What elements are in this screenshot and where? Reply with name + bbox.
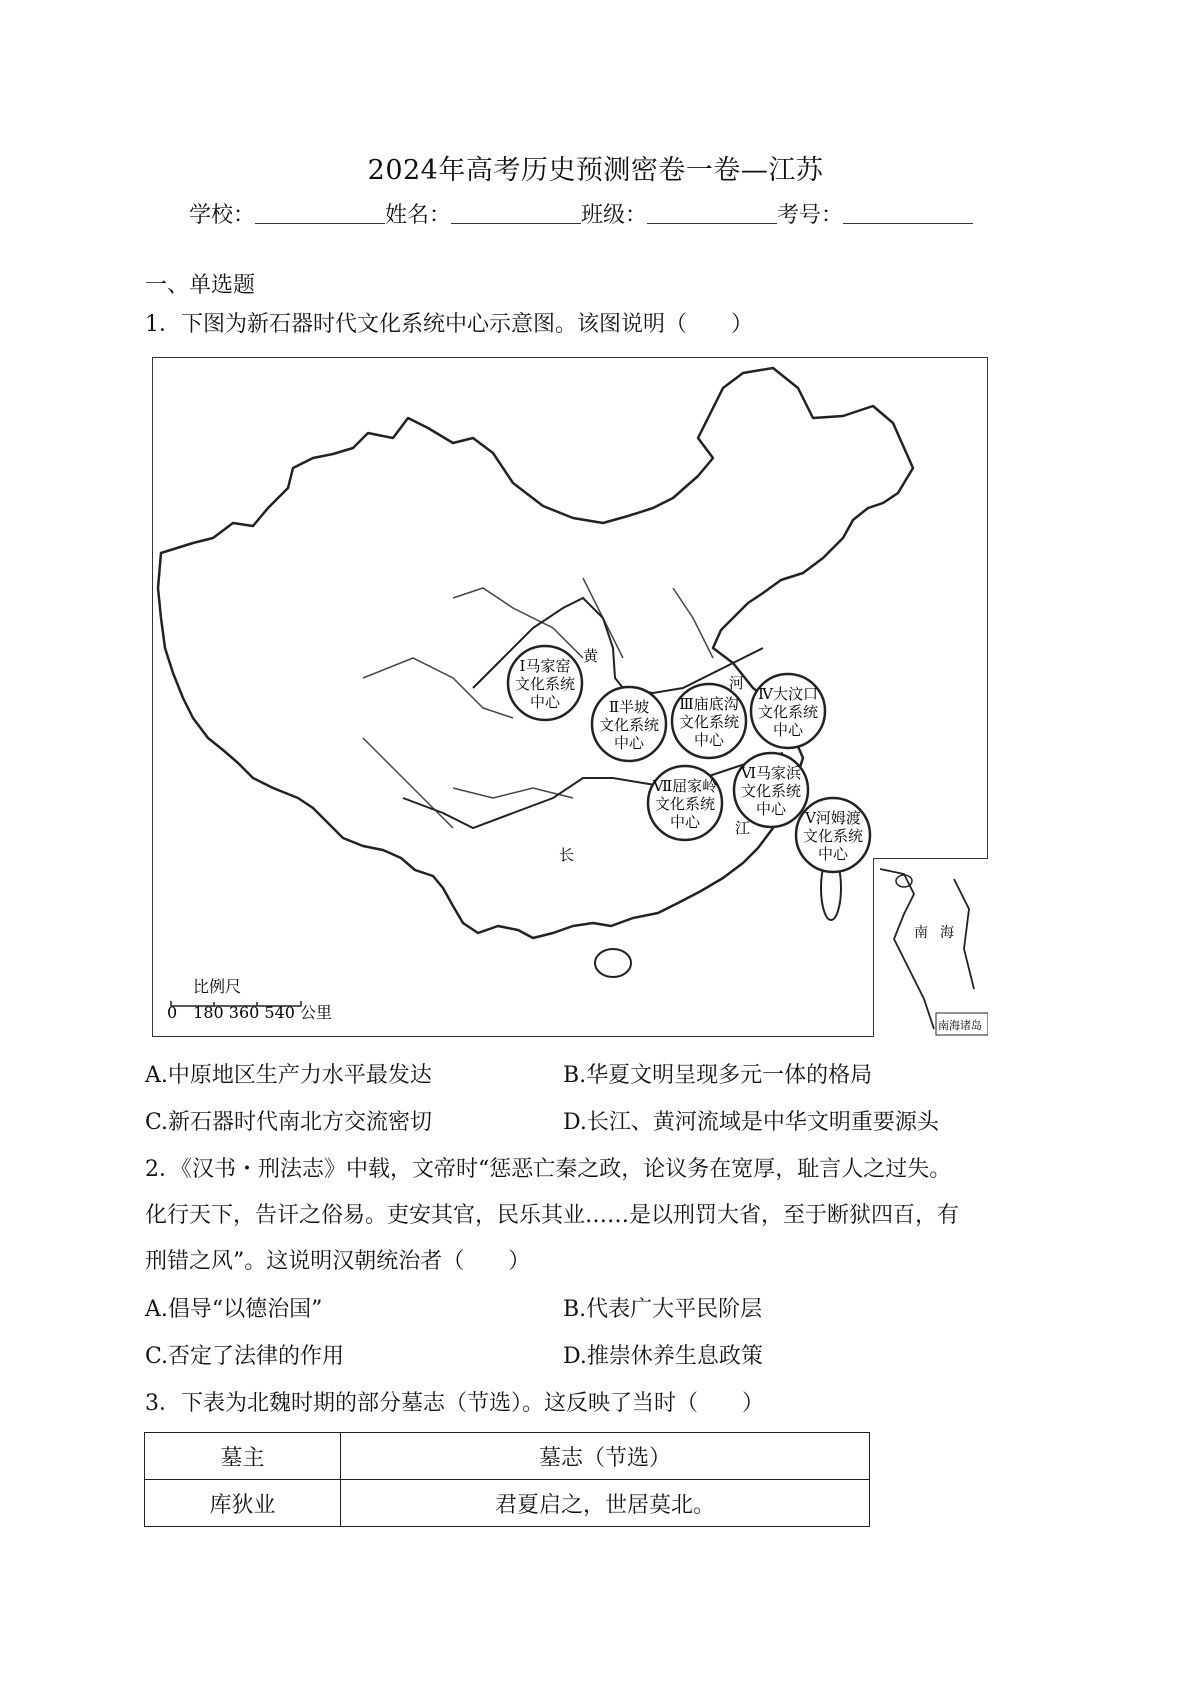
- table-row: [145, 1480, 870, 1527]
- name-label: 姓名：: [385, 203, 452, 228]
- inset-svg: [874, 859, 988, 1037]
- class-label: 班级：: [581, 203, 648, 228]
- q2-option-c[interactable]: C.否定了法律的作用: [145, 1344, 345, 1369]
- inset-sea-1: 南: [914, 925, 928, 941]
- center-1-line2: 文化系统: [514, 675, 576, 693]
- q2-stem-line1: 2．《汉书・刑法志》中载，文帝时“惩恶亡秦之政，论议务在宽厚，耻言人之过失。: [145, 1157, 952, 1182]
- q3-stem: 3．下表为北魏时期的部分墓志（节选）。这反映了当时（ ）: [145, 1391, 764, 1416]
- q3-epitaph-table: [144, 1432, 870, 1527]
- center-7-line2: 文化系统: [654, 795, 716, 813]
- river-label-jiang: 江: [735, 819, 751, 837]
- center-5-line2: 文化系统: [802, 827, 864, 845]
- culture-center-4: [751, 674, 825, 748]
- center-1-line3: 中心: [529, 693, 561, 711]
- center-5-line3: 中心: [817, 845, 849, 863]
- school-blank[interactable]: [255, 203, 385, 224]
- q2-option-b[interactable]: B.代表广大平民阶层: [563, 1297, 763, 1322]
- center-6-line2: 文化系统: [740, 782, 802, 800]
- culture-center-6: [734, 753, 808, 827]
- center-2-line2: 文化系统: [598, 716, 660, 734]
- river-label-huang: 黄: [583, 647, 599, 665]
- q1-stem: 1．下图为新石器时代文化系统中心示意图。该图说明（ ）: [145, 312, 753, 337]
- number-blank[interactable]: [843, 203, 973, 224]
- china-map-svg: [153, 358, 987, 1036]
- table-header-row: [145, 1433, 870, 1480]
- culture-center-2: [592, 687, 666, 761]
- scale-values: 0 180 360 540 公里: [167, 1003, 333, 1022]
- school-label: 学校：: [189, 203, 256, 228]
- center-4-line1: Ⅳ大汶口: [758, 685, 818, 703]
- culture-center-7: [648, 766, 722, 840]
- inset-islands-label: 南海诸岛: [938, 1019, 982, 1032]
- culture-center-3: [672, 684, 746, 758]
- center-5-line1: Ⅴ河姆渡: [805, 809, 861, 827]
- scale-title: 比例尺: [193, 977, 242, 996]
- table-header-cell: 墓志（节选）: [341, 1433, 870, 1480]
- q2-option-d[interactable]: D.推崇休养生息政策: [563, 1344, 763, 1369]
- culture-center-1: [508, 646, 582, 720]
- center-1-line1: Ⅰ马家窑: [519, 657, 571, 675]
- class-blank[interactable]: [647, 203, 777, 224]
- hainan-island: [595, 949, 631, 977]
- q1-option-a[interactable]: A.中原地区生产力水平最发达: [145, 1063, 432, 1088]
- center-6-line1: Ⅵ马家浜: [740, 764, 802, 782]
- q1-option-b[interactable]: B.华夏文明呈现多元一体的格局: [563, 1063, 873, 1088]
- table-cell: 君夏启之，世居莫北。: [341, 1480, 870, 1527]
- q1-option-d[interactable]: D.长江、黄河流域是中华文明重要源头: [563, 1110, 939, 1135]
- student-info-line: [189, 198, 973, 229]
- center-6-line3: 中心: [755, 800, 787, 818]
- center-2-line1: Ⅱ半坡: [608, 698, 650, 716]
- q2-option-a[interactable]: A.倡导“以德治国”: [145, 1297, 323, 1322]
- q1-option-c[interactable]: C.新石器时代南北方交流密切: [145, 1110, 433, 1135]
- river-label-chang: 长: [559, 846, 575, 864]
- number-label: 考号：: [777, 203, 844, 228]
- center-3-line1: Ⅲ庙底沟: [679, 695, 739, 713]
- river-label-he: 河: [729, 674, 745, 692]
- center-4-line2: 文化系统: [757, 703, 819, 721]
- center-7-line3: 中心: [669, 813, 701, 831]
- q2-stem-line2: 化行天下，告讦之俗易。吏安其官，民乐其业……是以刑罚大省，至于断狱四百，有: [145, 1203, 960, 1228]
- center-4-line3: 中心: [772, 721, 804, 739]
- name-blank[interactable]: [451, 203, 581, 224]
- q2-stem-line3: 刑错之风”。这说明汉朝统治者（ ）: [145, 1249, 531, 1274]
- section-heading: 一、单选题: [145, 273, 256, 298]
- inset-sea-2: 海: [940, 925, 954, 941]
- center-3-line2: 文化系统: [678, 713, 740, 731]
- south-china-sea-inset: [873, 858, 988, 1037]
- center-3-line3: 中心: [693, 731, 725, 749]
- neolithic-culture-map: [152, 357, 988, 1037]
- center-7-line1: Ⅶ屈家岭: [652, 777, 718, 795]
- table-cell: 库狄业: [145, 1480, 341, 1527]
- table-header-cell: 墓主: [145, 1433, 341, 1480]
- culture-center-5: [796, 798, 870, 872]
- page-title: 2024年高考历史预测密卷一卷—江苏: [367, 155, 824, 186]
- center-2-line3: 中心: [613, 734, 645, 752]
